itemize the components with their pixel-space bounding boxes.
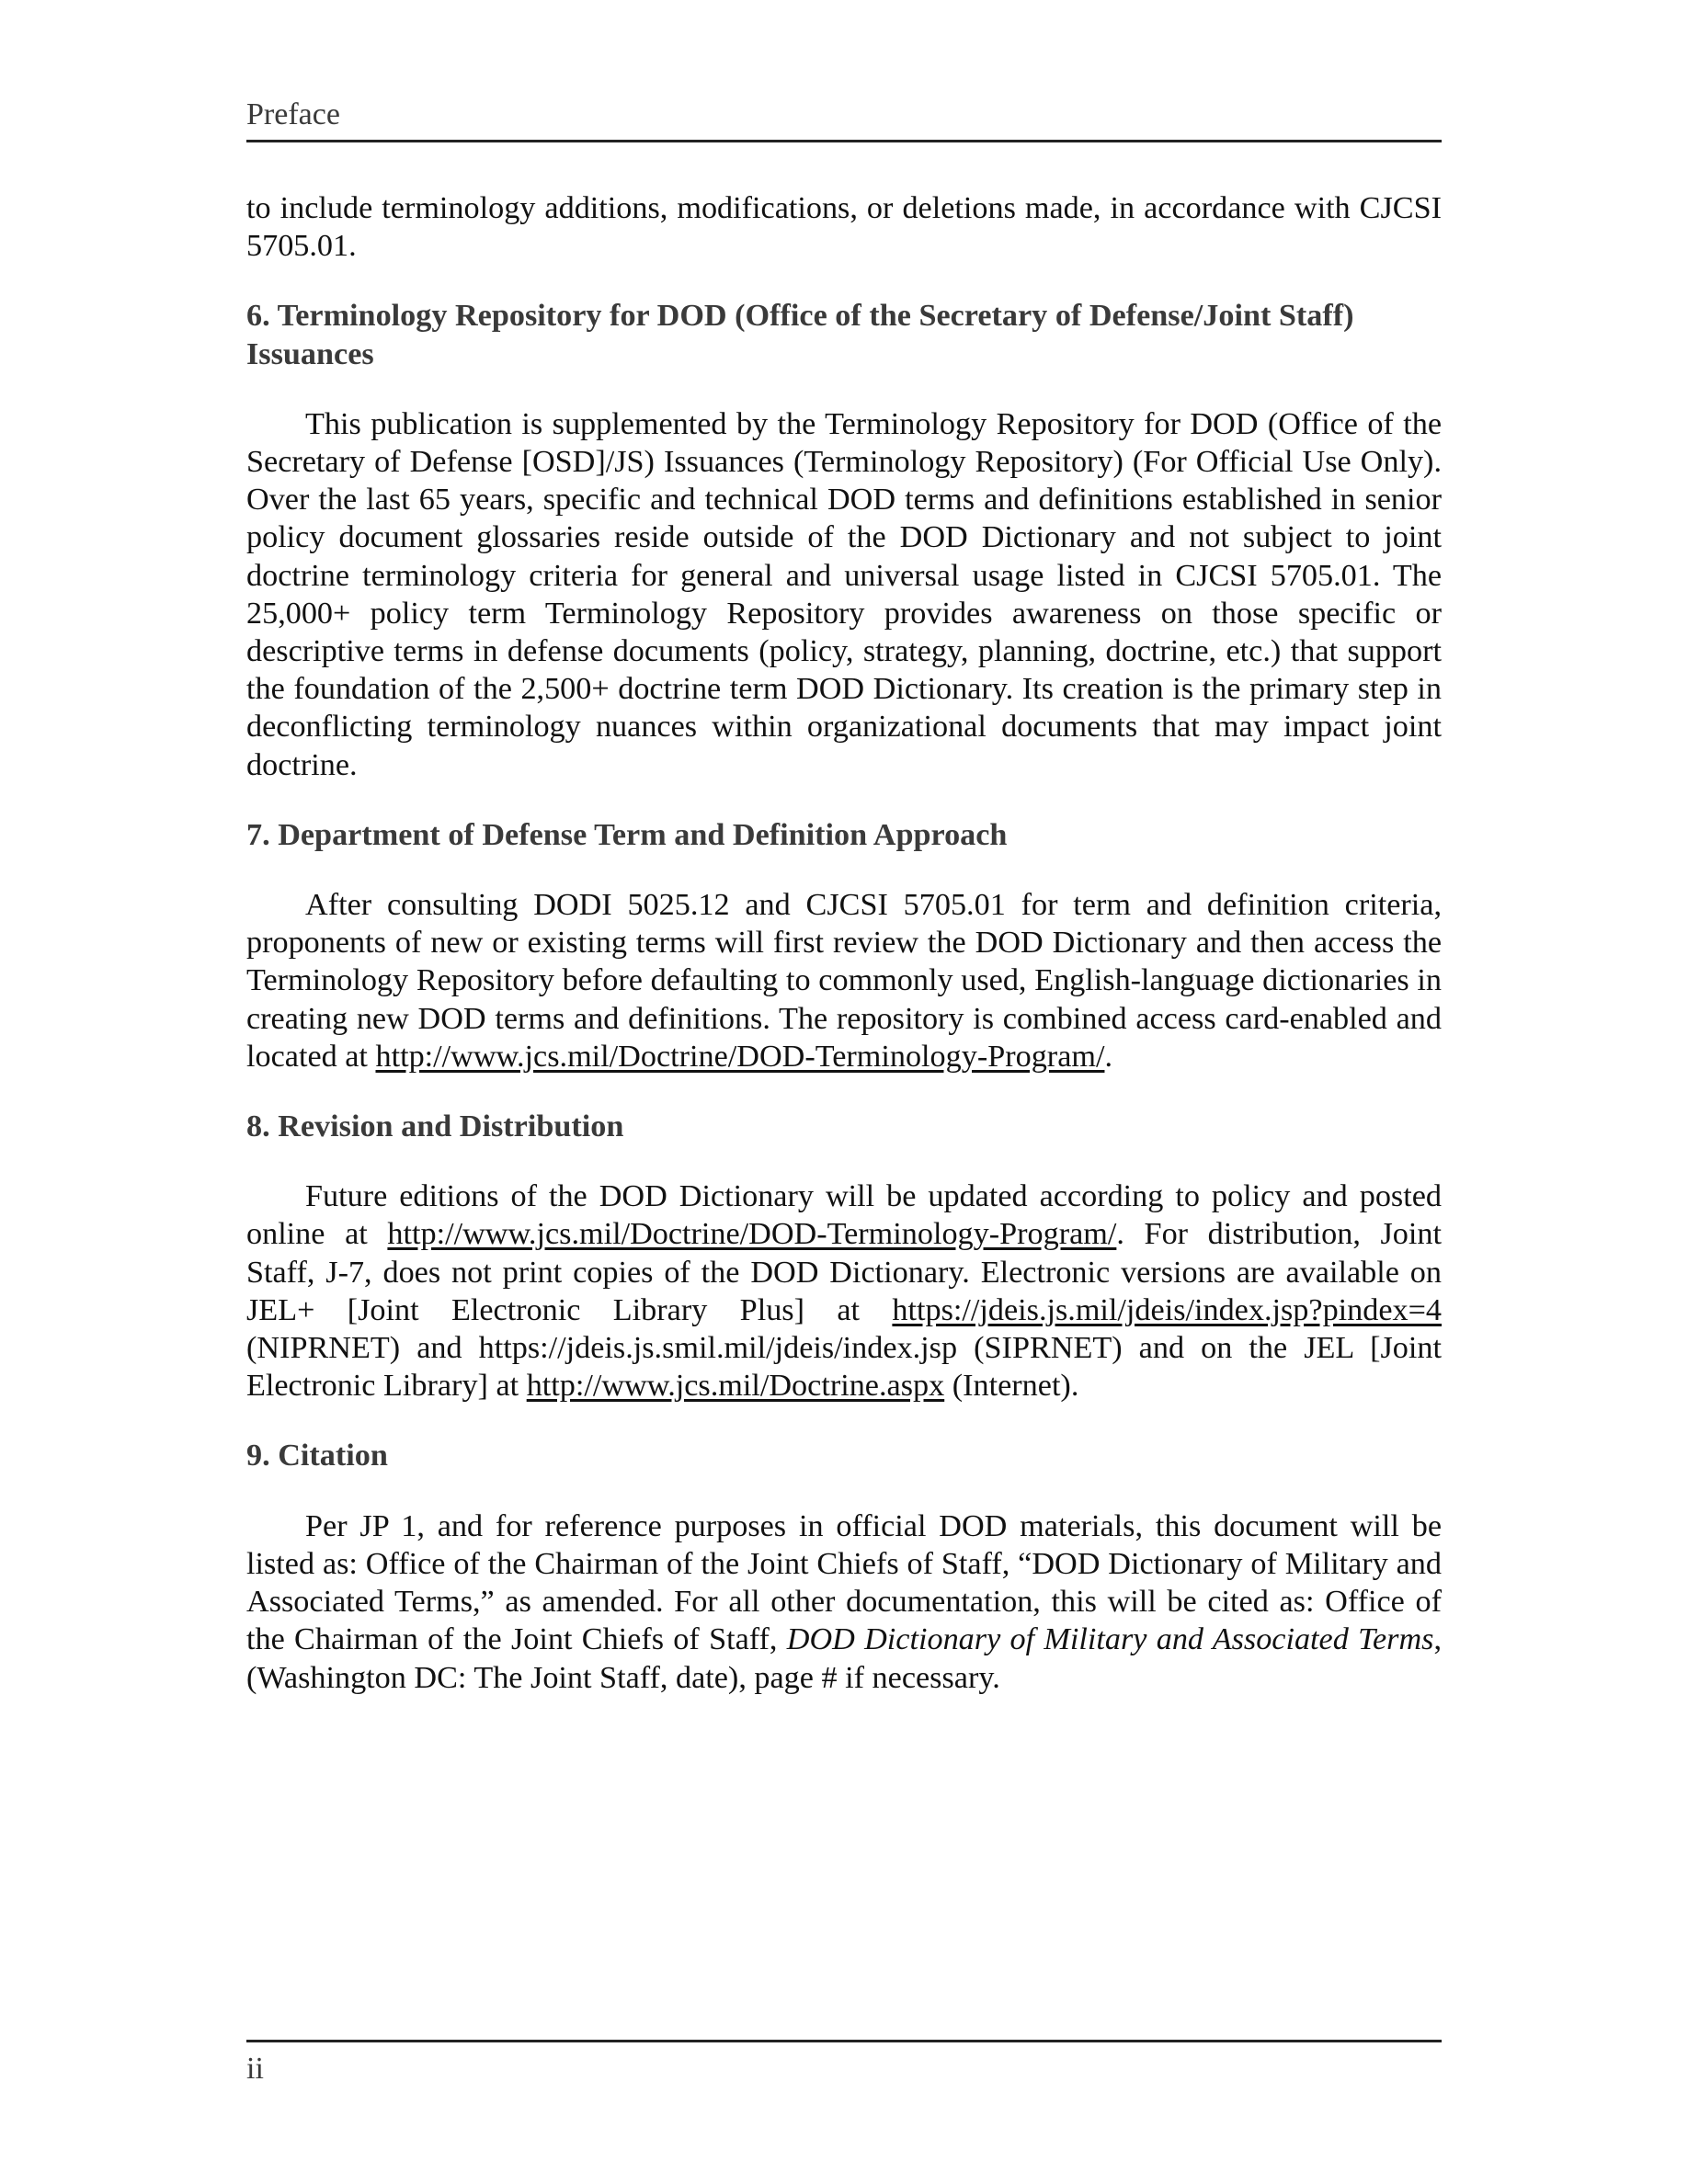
page-body [246, 189, 1442, 1729]
section-8-text-4: (Internet). [944, 1369, 1079, 1404]
terminology-program-link-2[interactable]: http://www.jcs.mil/Doctrine/DOD-Terminology-Program/ [387, 1217, 1117, 1252]
section-9-italic-title: DOD Dictionary of Military and Associated Terms [786, 1622, 1434, 1657]
section-6-heading: 6. Terminology Repository for DOD (Office of the Secretary of Defense/Joint Staff) Issuances [246, 299, 1354, 371]
section-7-text-a: After consulting DODI 5025.12 and CJCSI 5705.01 for term and definition criteria, proponents of new or existing terms will first review the DOD Dictionary and then access the Terminology Repository before defaulting to commonly used, English-language dictionaries in creating new DOD terms and definitions. The repository is combined access card-enabled and located at [246, 888, 1442, 1074]
section-8-text-2: . For distribution, Joint Staff, J-7, does not print copies of the DOD Dictionary. Electronic versions are available on JEL+ [Joint Electronic Library Plus] at [246, 1217, 1442, 1327]
running-header: Preface [246, 97, 340, 131]
jdeis-link[interactable]: https://jdeis.js.mil/jdeis/index.jsp?pindex=4 [892, 1292, 1442, 1327]
section-8-text-1: Future editions of the DOD Dictionary will be updated according to policy and posted online at [246, 1179, 1442, 1252]
terminology-program-link[interactable]: http://www.jcs.mil/Doctrine/DOD-Terminology-Program/ [375, 1039, 1105, 1074]
header-rule [246, 140, 1442, 142]
section-8-text-3: (NIPRNET) and https://jdeis.js.smil.mil/jdeis/index.jsp (SIPRNET) and on the JEL [Joint Electronic Library] at [246, 1331, 1442, 1404]
section-8-paragraph [246, 1177, 1442, 1405]
section-9-text-1: Per JP 1, and for reference purposes in official DOD materials, this document will be listed as: Office of the Chairman of the Joint Chiefs of Staff, “DOD Dictionary of Military and Associated Terms,” as amended. For all other documentation, this will be cited as: Office of the Chairman of the Joint Chiefs of Staff, [246, 1508, 1442, 1657]
section-9-heading: 9. Citation [246, 1439, 388, 1473]
section-7-text-b: . [1104, 1039, 1113, 1074]
footer-rule [246, 2040, 1442, 2042]
section-8-heading: 8. Revision and Distribution [246, 1109, 624, 1144]
section-7-heading: 7. Department of Defense Term and Definition Approach [246, 817, 1008, 852]
section-7-paragraph [246, 886, 1442, 1075]
section-9-paragraph [246, 1507, 1442, 1697]
section-6-paragraph: This publication is supplemented by the Terminology Repository for DOD (Office of the Secretary of Defense [OSD]/JS) Issuances (Terminology Repository) (For Official Use Only). Over the last 65 years, specific and technical DOD terms and definitions established in senior policy document glossaries reside outside of the DOD Dictionary and not subject to joint doctrine terminology criteria for general and universal usage listed in CJCSI 5705.01. The 25,000+ policy term Terminology Repository provides awareness on those specific or descriptive terms in defense documents (policy, strategy, planning, doctrine, etc.) that support the foundation of the 2,500+ doctrine term DOD Dictionary. Its creation is the primary step in deconflicting terminology nuances within organizational documents that may impact joint doctrine. [246, 406, 1442, 782]
carryover-paragraph: to include terminology additions, modifications, or deletions made, in accordance with CJCSI 5705.01. [246, 191, 1442, 264]
doctrine-link[interactable]: http://www.jcs.mil/Doctrine.aspx [526, 1369, 945, 1404]
section-9-text-2: , (Washington DC: The Joint Staff, date), page # if necessary. [246, 1622, 1443, 1695]
page-number: ii [246, 2052, 264, 2086]
